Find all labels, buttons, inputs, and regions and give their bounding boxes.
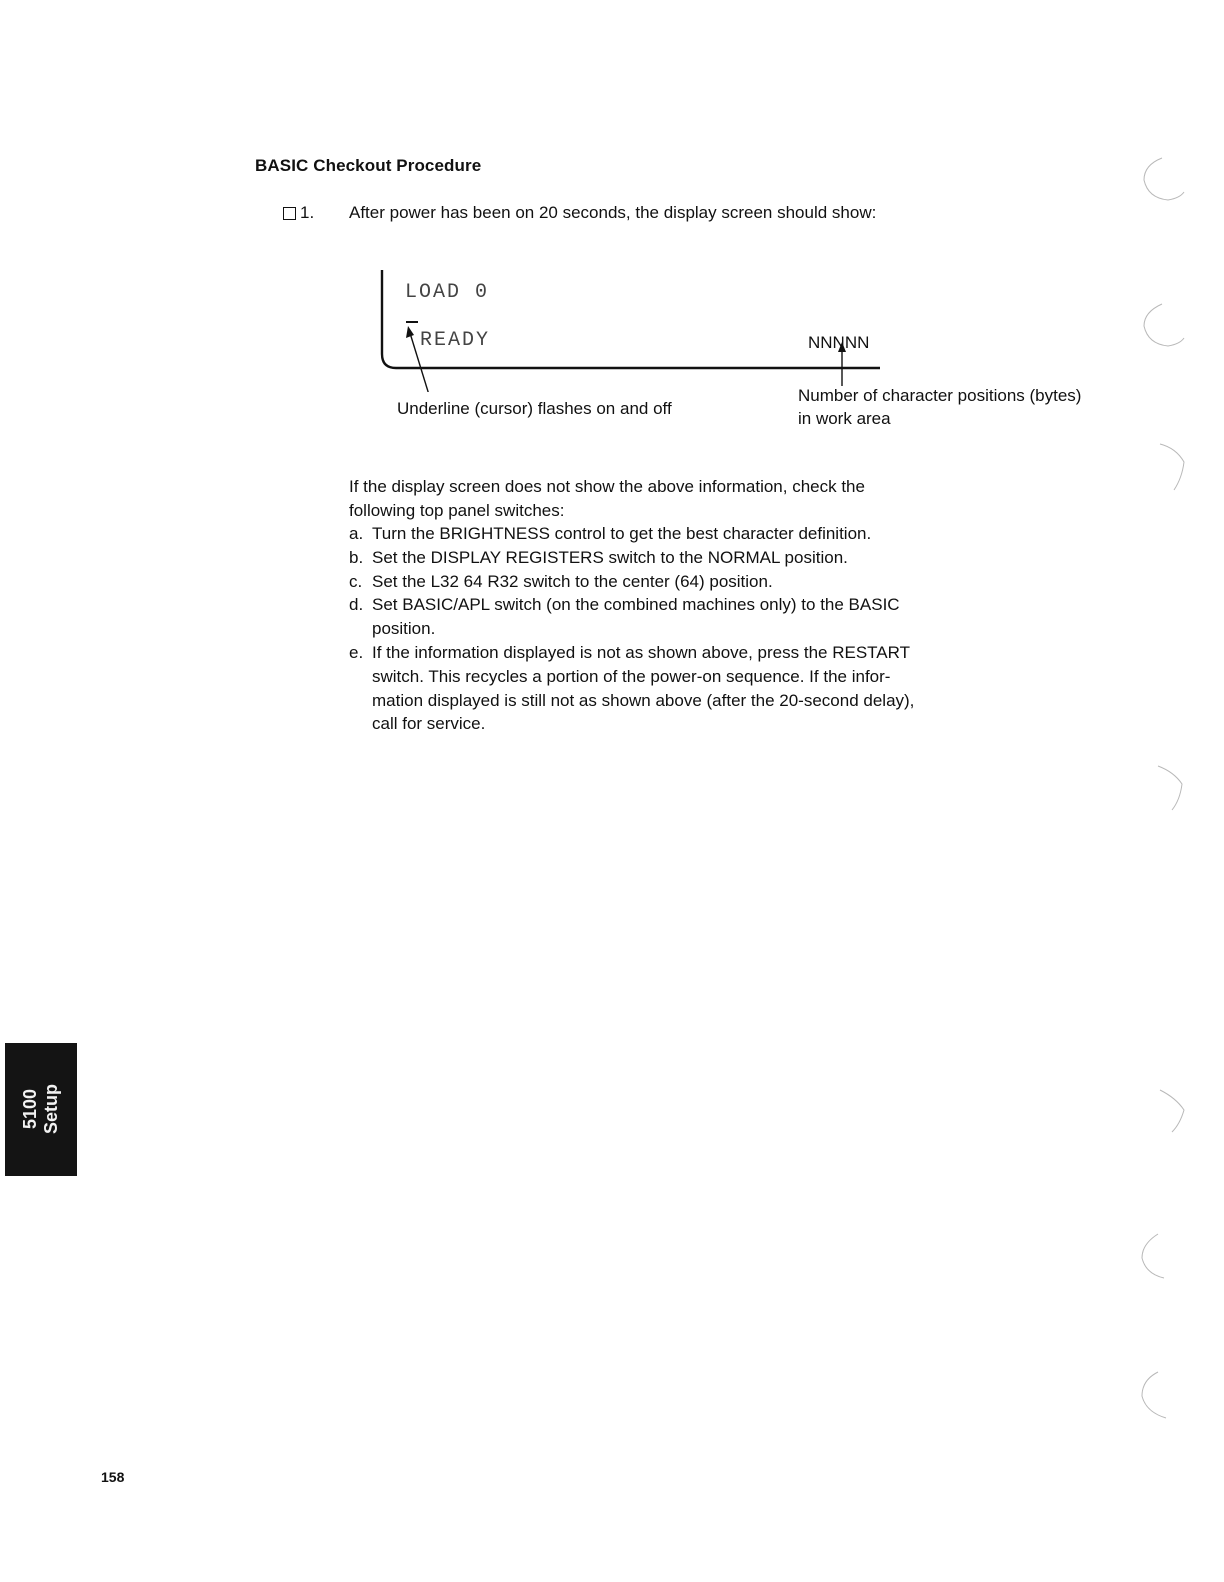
binder-hole-mark xyxy=(1160,444,1184,490)
screen-line-load: LOAD 0 xyxy=(405,281,490,304)
binder-hole-marks xyxy=(1130,0,1200,1582)
section-tab-label xyxy=(20,1084,62,1134)
intro-line: following top panel switches: xyxy=(349,500,565,520)
step-checkbox[interactable] xyxy=(283,207,296,220)
bytes-annotation xyxy=(798,384,1081,430)
list-item-line: call for service. xyxy=(372,714,486,734)
list-item-c xyxy=(349,570,969,594)
step-text: After power has been on 20 seconds, the display screen should show: xyxy=(349,203,877,222)
list-item-line: position. xyxy=(372,619,436,639)
step-number: 1. xyxy=(300,203,315,222)
list-marker: b. xyxy=(349,547,364,567)
screen-line-ready: READY xyxy=(420,329,491,352)
list-marker: e. xyxy=(349,642,364,662)
binder-hole-mark xyxy=(1142,1372,1166,1418)
list-item-a xyxy=(349,522,969,546)
intro-line: If the display screen does not show the above information, check the xyxy=(349,477,865,496)
section-tab-line: Setup xyxy=(41,1083,61,1135)
list-item-line: Turn the BRIGHTNESS control to get the best character definition. xyxy=(372,524,872,543)
intro-paragraph xyxy=(349,475,969,522)
section-heading: BASIC Checkout Procedure xyxy=(255,156,482,175)
section-tab[interactable] xyxy=(5,1043,77,1176)
list-item-line: Set the DISPLAY REGISTERS switch to the NORMAL position. xyxy=(372,547,848,567)
list-item-line: mation displayed is still not as shown above (after the 20-second delay), xyxy=(372,690,915,710)
binder-hole-mark xyxy=(1144,158,1184,200)
list-marker: c. xyxy=(349,571,363,591)
list-item-d xyxy=(349,593,969,641)
cursor-annotation: Underline (cursor) flashes on and off xyxy=(397,399,672,418)
list-item-b xyxy=(349,546,969,570)
page-number: 158 xyxy=(101,1469,125,1485)
switch-checklist xyxy=(349,522,969,736)
binder-hole-mark xyxy=(1158,766,1182,810)
list-item-line: switch. This recycles a portion of the power-on sequence. If the infor- xyxy=(372,666,891,686)
bytes-annotation-line: Number of character positions (bytes) xyxy=(798,386,1082,405)
list-item-line: Set the L32 64 R32 switch to the center (64) position. xyxy=(372,571,773,591)
list-item-e xyxy=(349,641,969,736)
list-marker: d. xyxy=(349,595,364,615)
section-tab-line: 5100 xyxy=(20,1088,40,1130)
binder-hole-mark xyxy=(1142,1234,1164,1278)
bytes-placeholder: NNNNN xyxy=(808,333,870,352)
cursor-pointer-arrow xyxy=(406,326,414,338)
list-marker: a. xyxy=(349,524,364,543)
list-item-line: Set BASIC/APL switch (on the combined machines only) to the BASIC xyxy=(372,595,900,615)
binder-hole-mark xyxy=(1144,304,1184,346)
bytes-annotation-line: in work area xyxy=(798,409,891,428)
binder-hole-mark xyxy=(1160,1090,1184,1132)
list-item-line: If the information displayed is not as shown above, press the RESTART xyxy=(372,642,910,662)
